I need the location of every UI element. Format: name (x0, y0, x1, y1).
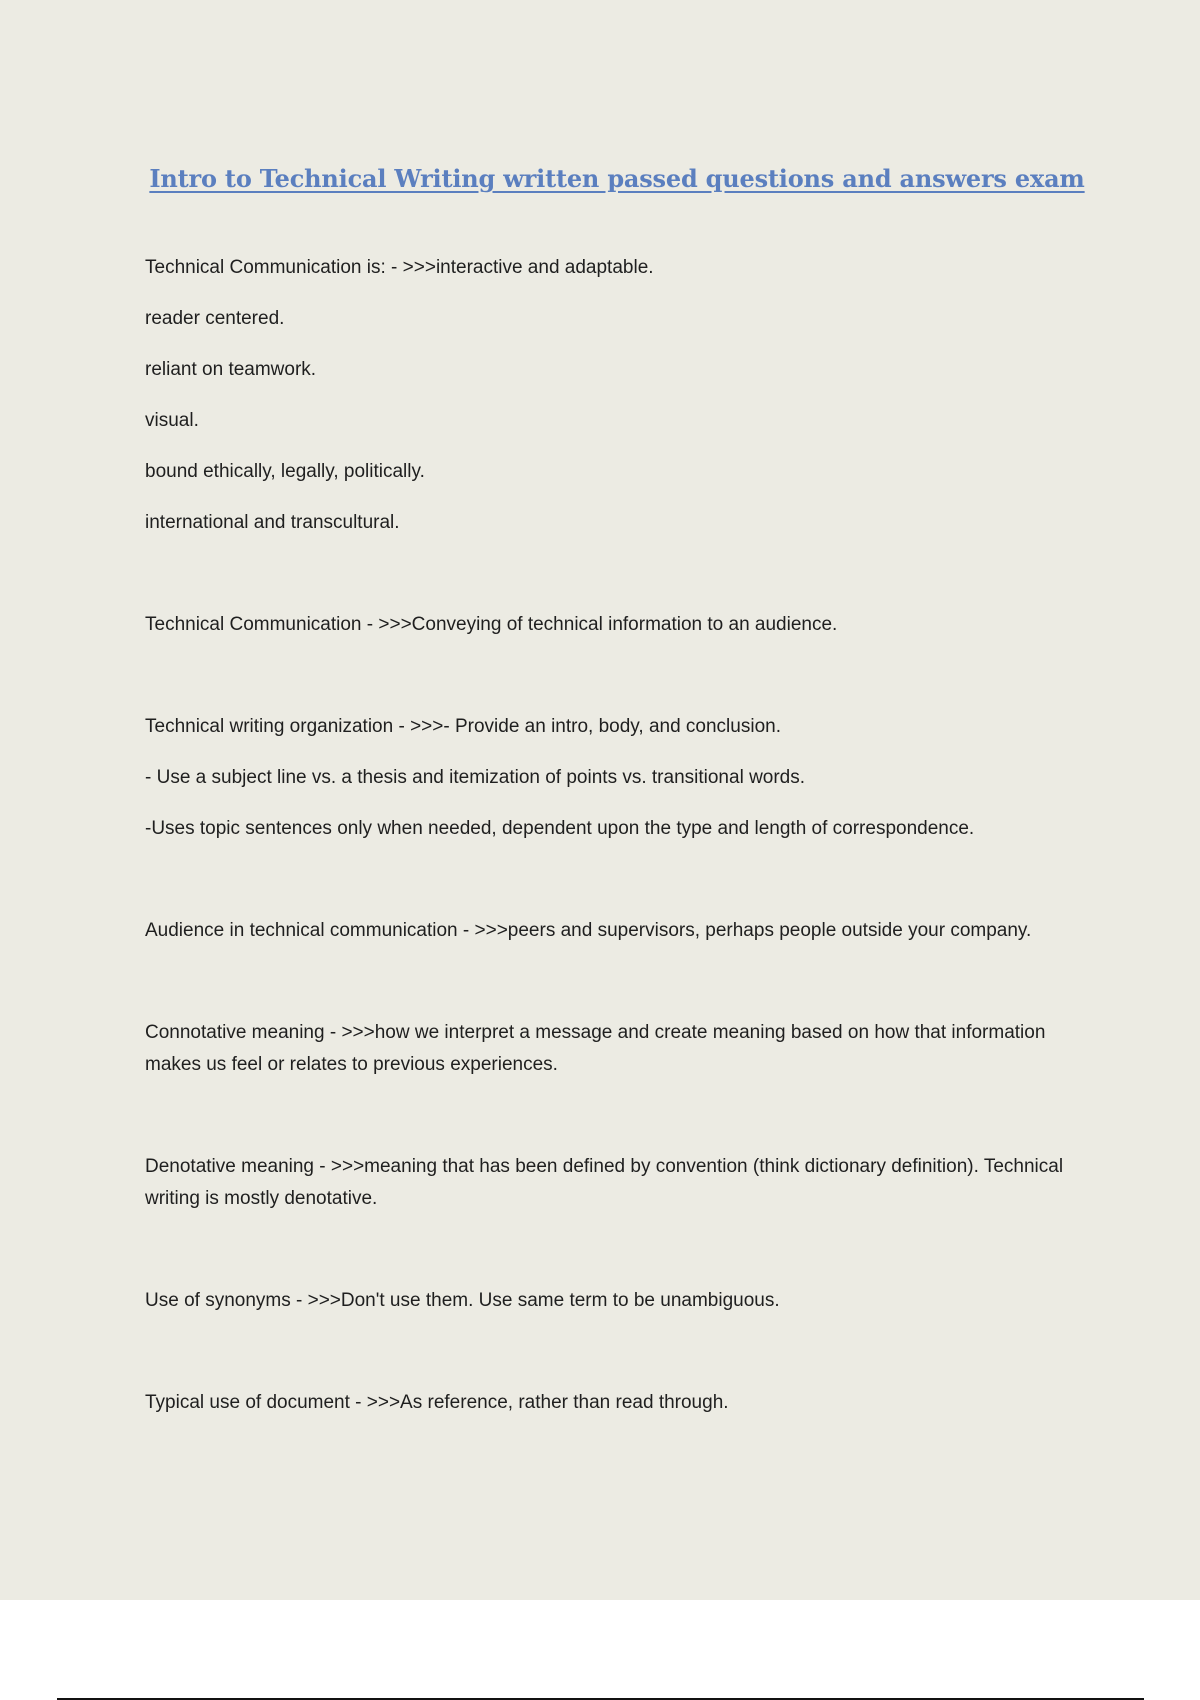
paragraph: reader centered. (145, 308, 285, 329)
document-title: Intro to Technical Writing written passed questions and answers exam (149, 164, 1085, 193)
paragraph: reliant on teamwork. (145, 359, 317, 380)
paragraph: Audience in technical communication - >>>peers and supervisors, perhaps people outside your company. (145, 920, 1032, 941)
paragraph: Use of synonyms - >>>Don't use them. Use same term to be unambiguous. (145, 1290, 780, 1311)
paragraph: - Use a subject line vs. a thesis and itemization of points vs. transitional words. (145, 767, 806, 788)
document-body (145, 252, 1065, 1438)
paragraph: Technical Communication is: - >>>interactive and adaptable. (145, 257, 654, 278)
paragraph: Technical Communication - >>>Conveying of technical information to an audience. (145, 614, 838, 635)
paragraph: Connotative meaning - >>>how we interpret a message and create meaning based on how that information makes us feel or relates to previous experiences. (145, 1022, 1046, 1075)
paragraph: bound ethically, legally, politically. (145, 461, 425, 482)
paragraph: international and transcultural. (145, 512, 400, 533)
paragraph: Denotative meaning - >>>meaning that has been defined by convention (think dictionary definition). Technical writing is mostly denotative. (145, 1156, 1064, 1209)
paragraph: visual. (145, 410, 199, 431)
paragraph: -Uses topic sentences only when needed, dependent upon the type and length of correspondence. (145, 818, 975, 839)
paragraph: Typical use of document - >>>As reference, rather than read through. (145, 1392, 729, 1413)
paragraph: Technical writing organization - >>>- Provide an intro, body, and conclusion. (145, 716, 781, 737)
